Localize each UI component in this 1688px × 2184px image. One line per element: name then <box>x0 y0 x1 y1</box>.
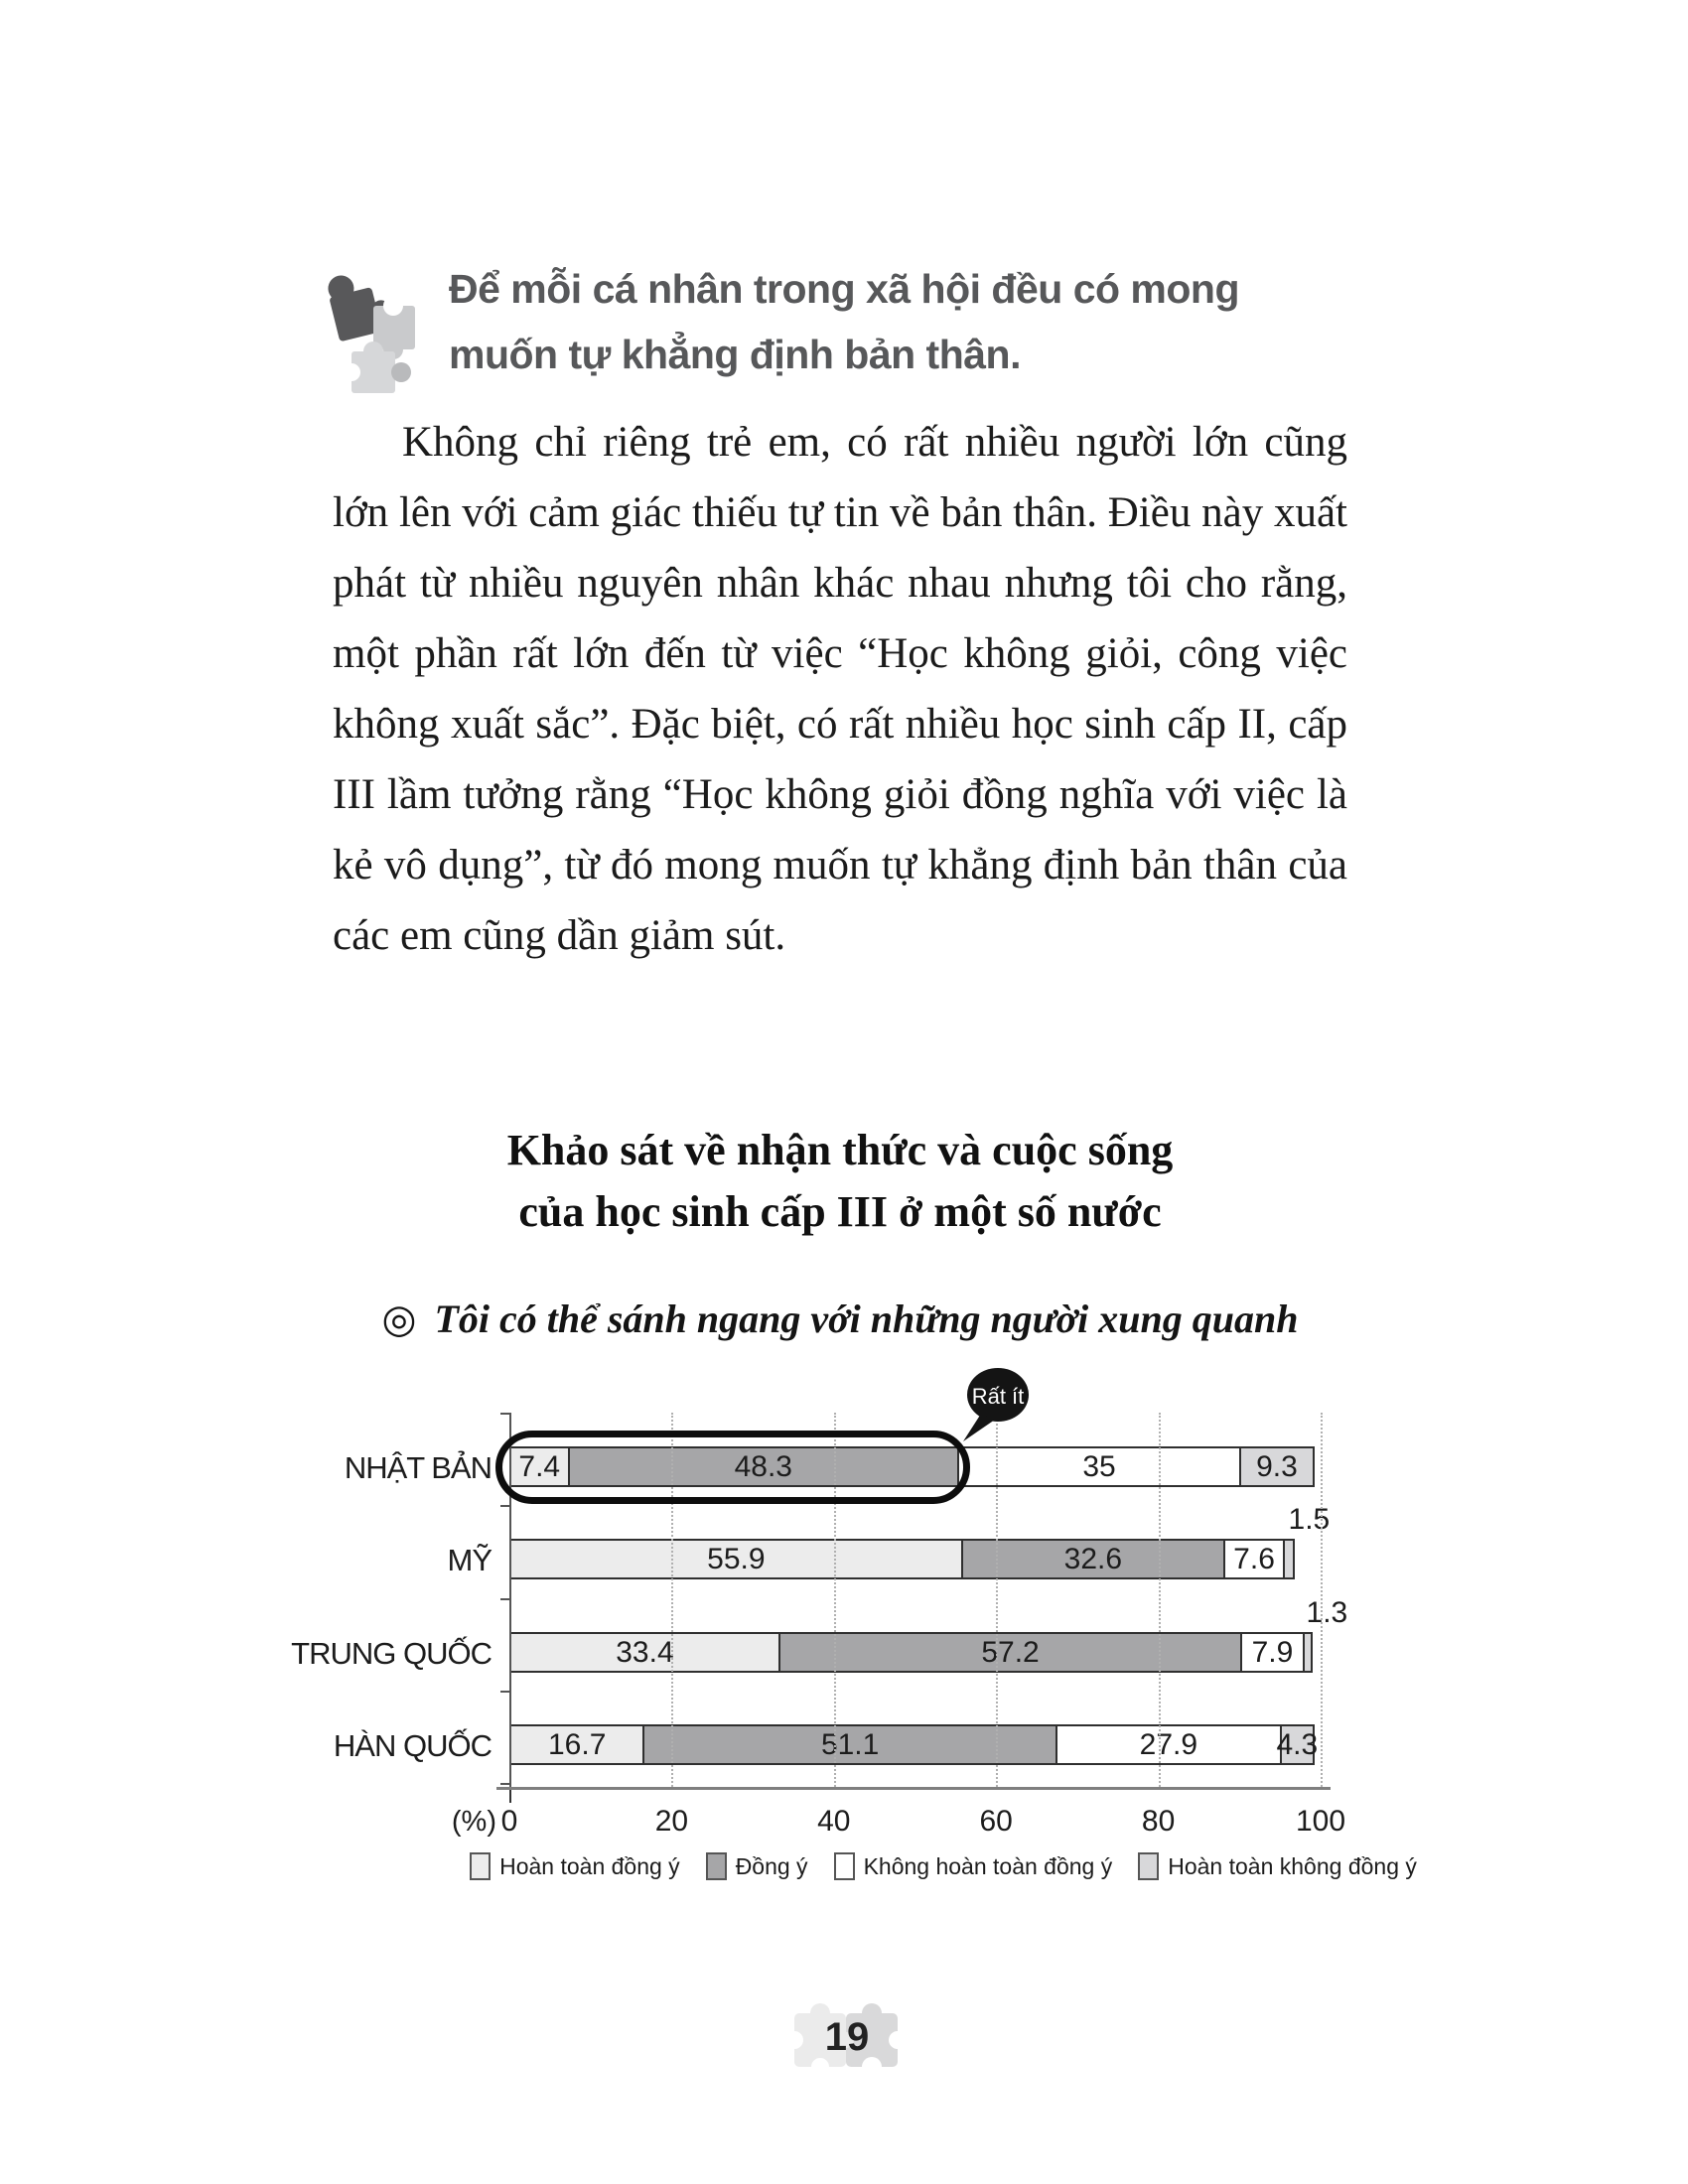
bar-segment: 7.9 <box>1240 1632 1305 1673</box>
grid-line <box>1159 1413 1161 1787</box>
x-axis-line <box>496 1787 1331 1790</box>
x-tick-label: 0 <box>500 1805 518 1838</box>
y-axis-tick <box>500 1691 509 1693</box>
puzzle-icon <box>310 254 434 403</box>
grid-line <box>1321 1413 1323 1787</box>
x-tick-label: 60 <box>979 1805 1013 1838</box>
legend-label: Hoàn toàn đồng ý <box>499 1852 680 1879</box>
chart-legend <box>427 1852 1460 1880</box>
bar-segment: 57.2 <box>778 1632 1242 1673</box>
bar-segment: 48.3 <box>568 1446 960 1487</box>
category-label: TRUNG QUỐC <box>291 1636 492 1671</box>
section-heading <box>449 256 1402 387</box>
bar-row <box>509 1724 1319 1765</box>
legend-label: Không hoàn toàn đồng ý <box>863 1852 1113 1879</box>
bar-segment: 9.3 <box>1239 1446 1315 1487</box>
legend-item <box>470 1852 680 1880</box>
body-paragraph: Không chỉ riêng trẻ em, có rất nhiều người lớn cũng lớn lên với cảm giác thiếu tự tin về bản thân. Điều này xuất phát từ nhiều nguyên nhân khác nhau nhưng tôi cho rằng, một phần rất lớn đến từ việc “Học không giỏi, công việc không xuất sắc”. Đặc biệt, có rất nhiều học sinh cấp II, cấp III lầm tưởng rằng “Học không giỏi đồng nghĩa với việc là kẻ vô dụng”, từ đó mong muốn tự khẳng định bản thân của các em cũng dần giảm sút. <box>333 419 1347 959</box>
bar-segment: 35 <box>957 1446 1241 1487</box>
bar-segment <box>1303 1632 1314 1673</box>
legend-swatch <box>470 1852 491 1880</box>
bar-segment: 4.3 <box>1280 1724 1315 1765</box>
x-tick-label: 20 <box>654 1805 689 1838</box>
callout-bubble <box>933 1362 1067 1451</box>
chart-title <box>333 1120 1347 1243</box>
bar-segment: 16.7 <box>509 1724 644 1765</box>
bar-value-label-outside: 1.5 <box>1288 1503 1331 1536</box>
legend-item <box>706 1852 808 1880</box>
x-tick-label: 80 <box>1141 1805 1176 1838</box>
bar-segment: 32.6 <box>961 1539 1225 1579</box>
chart-title-line-2: của học sinh cấp III ở một số nước <box>518 1187 1162 1236</box>
bar-segment: 7.4 <box>509 1446 570 1487</box>
stacked-bar-chart <box>278 1360 1410 1856</box>
y-axis-tick <box>500 1783 509 1785</box>
x-tick-label: 40 <box>817 1805 851 1838</box>
bar-segment: 55.9 <box>509 1539 963 1579</box>
category-label: HÀN QUỐC <box>333 1728 492 1763</box>
page-number: 19 <box>824 2015 870 2059</box>
bar-segment: 7.6 <box>1223 1539 1285 1579</box>
category-label: MỸ <box>447 1543 492 1577</box>
category-label: NHẬT BẢN <box>344 1450 492 1485</box>
legend-label: Hoàn toàn không đồng ý <box>1168 1852 1417 1879</box>
legend-swatch <box>1138 1852 1159 1880</box>
bar-segment <box>1283 1539 1295 1579</box>
grid-line <box>996 1413 998 1787</box>
chart-title-line-1: Khảo sát về nhận thức và cuộc sống <box>506 1126 1174 1174</box>
x-axis-unit-label: (%) <box>451 1806 496 1838</box>
y-axis-tick <box>500 1598 509 1600</box>
legend-item <box>834 1852 1113 1880</box>
legend-label: Đồng ý <box>735 1852 808 1879</box>
y-axis-tick <box>500 1413 509 1415</box>
heading-line-2: muốn tự khẳng định bản thân. <box>449 332 1021 377</box>
bar-row <box>509 1539 1295 1579</box>
callout-text: Rất ít <box>971 1384 1025 1409</box>
bullseye-icon: ◎ <box>381 1297 417 1341</box>
legend-swatch <box>834 1852 855 1880</box>
chart-subtitle <box>333 1296 1347 1342</box>
chart-subtitle-text: Tôi có thể sánh ngang với những người xung quanh <box>434 1297 1299 1341</box>
x-tick-label: 100 <box>1295 1805 1346 1838</box>
legend-item <box>1138 1852 1417 1880</box>
bar-value-label-outside: 1.3 <box>1306 1596 1348 1629</box>
legend-swatch <box>706 1852 727 1880</box>
bar-segment: 27.9 <box>1055 1724 1282 1765</box>
bar-row <box>509 1632 1313 1673</box>
y-axis-tick <box>500 1505 509 1507</box>
bar-segment: 33.4 <box>509 1632 780 1673</box>
highlight-outline <box>495 1431 970 1504</box>
heading-line-1: Để mỗi cá nhân trong xã hội đều có mong <box>449 266 1240 312</box>
bar-segment: 51.1 <box>642 1724 1057 1765</box>
